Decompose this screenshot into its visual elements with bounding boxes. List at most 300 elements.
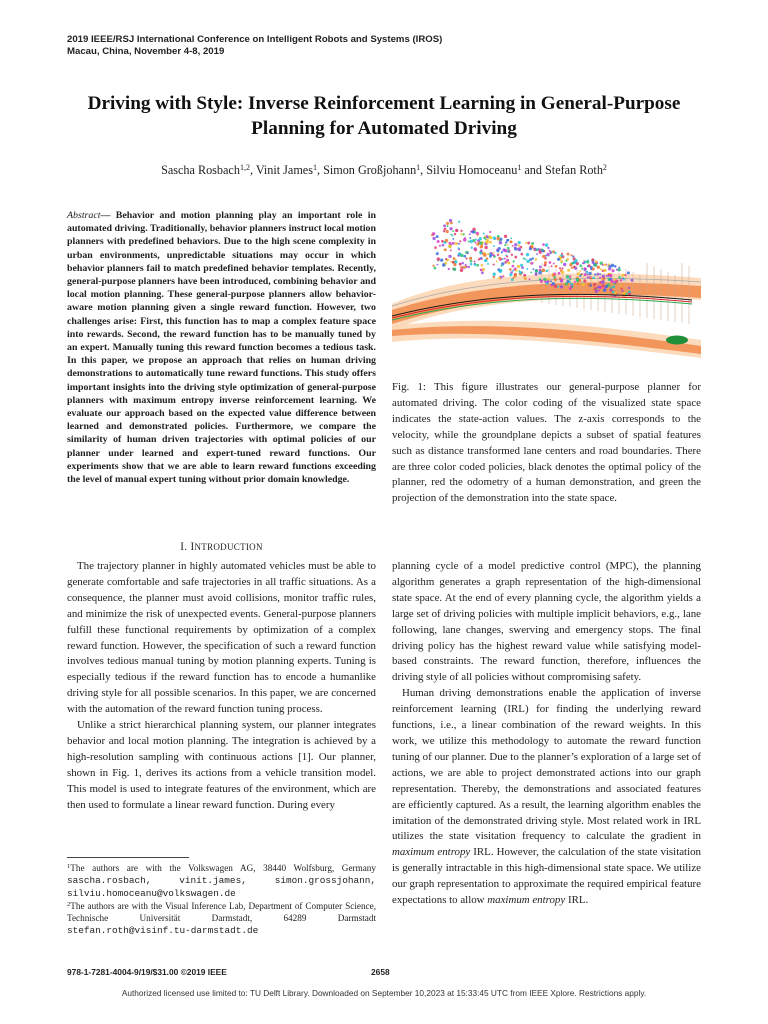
state-point <box>558 272 561 275</box>
author-name: Silviu Homoceanu <box>426 163 518 177</box>
state-point <box>587 274 589 276</box>
state-point <box>493 245 495 247</box>
state-point <box>513 268 515 270</box>
state-point <box>511 253 513 255</box>
state-point <box>567 269 570 272</box>
state-point <box>504 258 506 260</box>
state-point <box>601 278 603 280</box>
state-point <box>571 267 573 269</box>
state-point <box>547 247 549 249</box>
state-point <box>602 270 604 272</box>
state-point <box>539 251 542 254</box>
state-point <box>594 263 597 266</box>
state-point <box>432 265 434 267</box>
state-point <box>586 261 589 264</box>
state-point <box>579 270 581 272</box>
paragraph: Human driving demonstrations enable the application of inverse reinforcement learning (IRL) for finding the underlying reward functions, i.e., a linear combination of the reward weights. In this work, we utilize this methodology to automate the reward function tuning of our planner. Due to the planner’s exploration of a large set of actions, we are able to project demonstrated actions into our graph representation. Thereby, the demonstrations and associated features are efficiently captured. As a result, the learning algorithm enables the imitation of the demonstrated driving style. Most related work in IRL utilizes the state visitation frequency to calculate the gradient in maximum entropy IRL. However, the calculation of the state visitation is generally intractable in this high-dimensional state space. We utilize our graph representation to approximate the required empirical feature expectations to allow maximum entropy IRL. <box>392 687 701 907</box>
state-point <box>604 287 606 289</box>
state-point <box>443 224 446 227</box>
state-point <box>534 249 536 251</box>
state-point <box>458 247 460 249</box>
state-point <box>474 263 477 266</box>
state-point <box>483 233 485 235</box>
state-point <box>591 258 594 261</box>
state-point <box>610 279 613 282</box>
author-affiliation: 2 <box>602 163 607 172</box>
state-point <box>496 249 499 252</box>
state-point <box>571 286 573 288</box>
state-point <box>598 289 600 291</box>
state-point <box>553 263 555 265</box>
state-point <box>535 273 537 275</box>
state-point <box>622 290 624 292</box>
state-point <box>523 257 525 259</box>
state-point <box>549 261 552 264</box>
state-point <box>506 244 508 246</box>
state-point <box>531 242 534 245</box>
state-point <box>437 240 440 243</box>
state-point <box>590 277 593 280</box>
state-point <box>579 275 581 277</box>
state-point <box>479 252 481 254</box>
author-list: Sascha Rosbach$^{1,2}$, Vinit James$^1$, Simon Großjohann$^1$, Silviu Homoceanu$^1$ and Stefan Roth$^2$ <box>161 163 607 177</box>
state-point <box>529 278 531 280</box>
state-point <box>510 237 512 239</box>
state-point <box>476 232 479 235</box>
conference-header <box>67 34 587 58</box>
state-point <box>595 261 598 264</box>
state-point <box>554 285 557 288</box>
state-point <box>620 285 622 287</box>
state-point <box>526 253 529 256</box>
state-point <box>623 278 625 280</box>
state-point <box>592 261 595 264</box>
state-point <box>501 251 503 253</box>
state-point <box>525 278 527 280</box>
state-point <box>450 261 452 263</box>
state-point <box>602 284 605 287</box>
state-point <box>453 268 456 271</box>
author-name: Vinit James <box>255 163 313 177</box>
state-point <box>446 230 449 233</box>
state-point <box>559 277 562 280</box>
state-point <box>517 265 520 268</box>
state-point <box>432 232 435 235</box>
conference-name: 2019 IEEE/RSJ International Conference on Intelligent Robots and Systems (IROS) <box>67 34 443 45</box>
state-point <box>492 272 495 275</box>
title-line-1: Driving with Style: Inverse Reinforcement Learning in General-Purpose <box>87 93 681 114</box>
state-point <box>460 269 464 273</box>
state-point <box>471 247 473 249</box>
state-point <box>459 240 461 242</box>
state-point <box>618 267 620 269</box>
state-point <box>484 246 487 249</box>
state-point <box>567 277 569 279</box>
state-point <box>448 245 452 249</box>
state-point <box>576 262 579 265</box>
state-point <box>452 242 455 245</box>
state-point <box>600 262 603 265</box>
state-point <box>602 275 605 278</box>
state-point <box>546 269 549 272</box>
state-point <box>468 241 470 243</box>
left-body-text <box>67 559 376 814</box>
state-point <box>546 253 549 256</box>
conference-location: Macau, China, November 4-8, 2019 <box>67 46 225 57</box>
state-point <box>610 286 612 288</box>
state-point <box>465 264 467 266</box>
state-point <box>469 237 471 239</box>
state-point <box>535 270 538 273</box>
state-point <box>506 255 508 257</box>
state-point <box>443 230 445 232</box>
state-point <box>480 245 484 249</box>
state-point <box>545 243 548 246</box>
state-point <box>470 260 473 263</box>
state-point <box>498 277 501 280</box>
state-point <box>477 235 479 237</box>
state-point <box>454 260 457 263</box>
state-point <box>514 247 516 249</box>
state-point <box>560 260 563 263</box>
right-body-text <box>392 559 701 909</box>
state-point <box>584 273 587 276</box>
state-point <box>519 271 522 274</box>
state-point <box>483 237 485 239</box>
state-point <box>559 255 561 257</box>
vehicle-body <box>666 336 688 345</box>
state-point <box>521 266 524 269</box>
state-point <box>448 268 450 270</box>
state-point <box>479 241 483 245</box>
state-point <box>567 253 570 256</box>
state-point <box>569 281 571 283</box>
author-affiliation: 1 <box>312 163 317 172</box>
state-point <box>544 264 547 267</box>
state-point <box>620 288 622 290</box>
state-point <box>439 245 441 247</box>
state-point <box>507 247 510 250</box>
state-point <box>467 252 469 254</box>
state-point <box>536 253 538 255</box>
state-point <box>614 281 617 284</box>
title-line-2: Planning for Automated Driving <box>251 118 517 139</box>
state-point <box>474 249 477 252</box>
state-point <box>601 280 605 284</box>
state-point <box>542 243 545 246</box>
state-point <box>510 241 513 244</box>
abstract-label: Abstract <box>67 210 101 221</box>
state-point <box>531 262 534 265</box>
state-point <box>588 272 591 275</box>
state-point <box>487 263 489 265</box>
state-point <box>577 282 580 285</box>
state-point <box>590 268 592 270</box>
state-point <box>563 263 566 266</box>
state-point <box>612 269 615 272</box>
state-point <box>593 283 596 286</box>
state-point <box>584 261 586 263</box>
state-point <box>579 264 582 267</box>
state-point <box>489 231 491 233</box>
state-point <box>481 272 484 275</box>
state-point <box>542 255 545 258</box>
state-point <box>587 283 590 286</box>
state-point <box>627 271 630 274</box>
state-point <box>542 269 546 273</box>
state-point <box>530 245 532 247</box>
state-point <box>603 263 606 266</box>
state-point <box>594 273 596 275</box>
state-point <box>550 280 552 282</box>
state-point <box>569 287 572 290</box>
state-point <box>512 277 514 279</box>
state-point <box>474 260 476 262</box>
state-point <box>470 257 472 259</box>
state-point <box>549 252 552 255</box>
abstract: Abstract— Behavior and motion planning play an important role in automated driving. Traditionally, behavior planners instruct local motion planners with predefined behaviors. Due to the high scene complexity in urban environments, unpredictable situations may occur in which behavior planners fail to match predefined behavior templates. Recently, general-purpose planners have been introduced, combining behavior and local motion planning. These general-purpose planners allow behavior-aware motion planning given a single reward function. However, two challenges arise: First, this function has to map a complex feature space into rewards. Second, the reward function has to be manually tuned by an expert. Manually tuning this reward function becomes a tedious task. In this paper, we propose an approach that relies on human driving demonstrations to automatically tune reward functions. This study offers important insights into the driving style optimization of general-purpose planners with maximum entropy inverse reinforcement learning. We evaluate our approach based on the expected value difference between learned and demonstrated policies. Furthermore, we compare the similarity of human driven trajectories with optimal policies of our planner under learned and expert-tuned reward functions. Our experiments show that we are able to learn reward functions exceeding the level of manual expert tuning without prior domain knowledge. <box>67 210 377 486</box>
state-point <box>597 266 600 269</box>
state-point <box>452 261 455 264</box>
state-point <box>595 290 598 293</box>
state-point <box>502 248 505 251</box>
state-point <box>493 264 495 266</box>
state-point <box>526 268 528 270</box>
state-point <box>625 293 627 295</box>
state-point <box>484 259 487 262</box>
state-point <box>521 253 524 256</box>
state-point <box>517 244 519 246</box>
state-point <box>538 271 542 275</box>
state-point <box>554 252 556 254</box>
footnotes <box>67 862 376 937</box>
state-point <box>481 264 484 267</box>
state-point <box>618 268 621 271</box>
state-point <box>541 249 543 251</box>
state-point <box>452 238 454 240</box>
state-point <box>483 253 487 257</box>
state-point <box>543 278 546 281</box>
author-affiliation: 1 <box>416 163 421 172</box>
state-point <box>631 279 634 282</box>
state-point <box>551 265 553 267</box>
author-name: Sascha Rosbach <box>161 163 240 177</box>
state-point <box>465 258 467 260</box>
paragraph: planning cycle of a model predictive control (MPC), the planning algorithm generates a graph representation of the high-dimensional state space. At the end of every planning cycle, the algorithm yields a large set of driving policies with multiple implicit behaviors, e.g., lane following, lane changes, swerving and emergency stops. The final driving policy has the highest reward value while satisfying model-based constraints. The reward function, therefore, influences the driving style of all policies without compromising safety. <box>392 560 701 684</box>
paper-title <box>40 91 728 141</box>
figure-caption: Fig. 1: This figure illustrates our general-purpose planner for automated driving. The color coding of the visualized state space indicates the state-action values. The z-axis corresponds to the velocity, while the groundplane depicts a subset of spatial features such as distance transformed lane centers and road boundaries. There are three color coded policies, black denotes the optimal policy of the planner, red the odometry of a human demonstration, and green the projection of the demonstration into the state space. <box>392 381 701 505</box>
state-point <box>509 273 512 276</box>
state-point <box>468 266 470 268</box>
state-point <box>540 280 543 283</box>
state-point <box>539 265 542 268</box>
state-point <box>535 258 538 261</box>
state-point <box>461 262 464 265</box>
state-point <box>520 246 523 249</box>
state-point <box>620 279 623 282</box>
state-point <box>501 265 503 267</box>
state-point <box>606 275 608 277</box>
state-point <box>475 242 477 244</box>
state-point <box>434 246 437 249</box>
state-point <box>622 273 625 276</box>
state-point <box>449 227 452 230</box>
state-point <box>561 271 564 274</box>
state-point <box>587 265 589 267</box>
state-point <box>479 258 481 260</box>
state-point <box>463 266 466 269</box>
state-point <box>514 256 517 259</box>
author-email: stefan.roth@visinf.tu-darmstadt.de <box>67 925 259 936</box>
state-point <box>472 231 475 234</box>
state-point <box>529 258 532 261</box>
state-point <box>453 257 456 260</box>
state-point <box>612 285 615 288</box>
state-point <box>507 262 510 265</box>
state-point <box>440 259 443 262</box>
state-point <box>437 257 440 260</box>
state-point <box>499 241 502 244</box>
license-notice: Authorized licensed use limited to: TU Delft Library. Downloaded on September 10,2023 at 15:33:45 UTC from IEEE Xplore. Restrictions apply. <box>121 988 647 998</box>
state-point <box>506 239 509 242</box>
footnote-divider <box>67 857 189 858</box>
state-point <box>458 243 460 245</box>
state-point <box>560 285 563 288</box>
state-point <box>571 262 574 265</box>
vehicle-icon <box>666 336 688 345</box>
state-point <box>561 253 563 255</box>
state-point <box>572 255 574 257</box>
state-point <box>444 248 447 251</box>
state-point <box>455 229 458 232</box>
state-point <box>557 258 560 261</box>
state-point <box>546 280 549 283</box>
state-point <box>561 280 563 282</box>
footnote-1: $^1$The authors are with the Volkswagen AG, 38440 Wolfsburg, Germany sascha.rosbach, vinit.james, simon.grossjohann, silviu.homoceanu@volkswagen.de <box>67 863 376 899</box>
state-point <box>507 250 510 253</box>
state-point <box>450 249 452 251</box>
state-point <box>492 254 494 256</box>
state-point <box>458 221 460 223</box>
state-point <box>514 243 517 246</box>
state-point <box>455 242 458 245</box>
state-point <box>559 267 561 269</box>
state-point <box>460 230 462 232</box>
state-point <box>532 268 534 270</box>
state-point <box>496 260 498 262</box>
state-point <box>489 236 493 240</box>
state-point <box>497 253 499 255</box>
state-point <box>549 250 551 252</box>
state-point <box>552 274 555 277</box>
state-point <box>514 273 517 276</box>
state-point <box>586 271 589 274</box>
state-point <box>587 276 589 278</box>
state-point <box>523 274 526 277</box>
author-affiliation: 1 <box>517 163 522 172</box>
state-point <box>486 239 490 243</box>
state-point <box>592 277 595 280</box>
state-point <box>561 267 563 269</box>
state-point <box>505 241 507 243</box>
author-emails: sascha.rosbach, vinit.james, simon.grossjohann, silviu.homoceanu@volkswagen.de <box>67 875 376 899</box>
state-point <box>569 275 571 277</box>
author-name: Simon Großjohann <box>323 163 417 177</box>
state-point <box>486 235 488 237</box>
state-point <box>452 230 454 232</box>
state-point <box>493 276 496 279</box>
paragraph: Unlike a strict hierarchical planning system, our planner integrates behavior and local motion planning. The integration is achieved by a high-resolution sampling with continuous actions [1]. Our planner, shown in Fig. 1, derives its actions from a vehicle transition model. This model is used to integrate features of the environment, which are then used to formulate a linear reward function. During every <box>67 719 376 811</box>
state-point <box>577 272 580 275</box>
state-point <box>513 260 515 262</box>
state-point <box>449 219 452 222</box>
state-point <box>544 261 547 264</box>
state-point <box>581 268 583 270</box>
section-heading: I. INTRODUCTION <box>180 541 263 553</box>
state-point <box>469 240 473 244</box>
author-name: Stefan Roth <box>545 163 603 177</box>
state-point <box>526 260 530 264</box>
state-point <box>432 237 435 240</box>
footnote-2: $^2$The authors are with the Visual Inference Lab, Department of Computer Science, Technische Universität Darmstadt, 64289 Darmstadt stefan.roth@visinf.tu-darmstadt.de <box>67 901 376 936</box>
state-point <box>576 278 579 281</box>
state-point <box>447 225 449 227</box>
state-point <box>583 279 586 282</box>
state-point <box>479 237 482 240</box>
state-point <box>584 267 587 270</box>
state-point <box>581 283 584 286</box>
state-point <box>573 266 576 269</box>
state-point <box>489 253 491 255</box>
state-point <box>581 273 583 275</box>
state-point <box>525 242 527 244</box>
isbn-line: 978-1-7281-4004-9/19/$31.00 ©2019 IEEE <box>67 967 227 977</box>
state-point <box>557 285 559 287</box>
state-point <box>446 222 449 225</box>
state-point <box>441 240 444 243</box>
state-point <box>509 268 512 271</box>
state-point <box>459 263 462 266</box>
state-point <box>504 244 506 246</box>
author-affiliation: 1,2 <box>239 163 250 172</box>
state-point <box>451 234 453 236</box>
state-point <box>504 235 507 238</box>
state-point <box>498 257 501 260</box>
state-point <box>464 237 466 239</box>
state-point <box>599 273 601 275</box>
state-point <box>480 249 483 252</box>
state-point <box>614 265 617 268</box>
state-point <box>597 286 600 289</box>
state-point <box>437 264 439 266</box>
state-point <box>628 287 630 289</box>
state-point <box>469 233 471 235</box>
state-point <box>574 281 576 283</box>
state-space-figure <box>392 208 701 366</box>
state-point <box>499 239 501 241</box>
state-point <box>436 252 439 255</box>
state-point <box>530 272 532 274</box>
state-point <box>463 233 465 235</box>
state-point <box>599 277 601 279</box>
state-point <box>445 258 447 260</box>
page-number: 2658 <box>371 967 390 977</box>
state-point <box>512 245 514 247</box>
state-point <box>434 267 437 270</box>
state-point <box>502 275 504 277</box>
state-point <box>444 228 447 231</box>
state-point <box>444 241 446 243</box>
